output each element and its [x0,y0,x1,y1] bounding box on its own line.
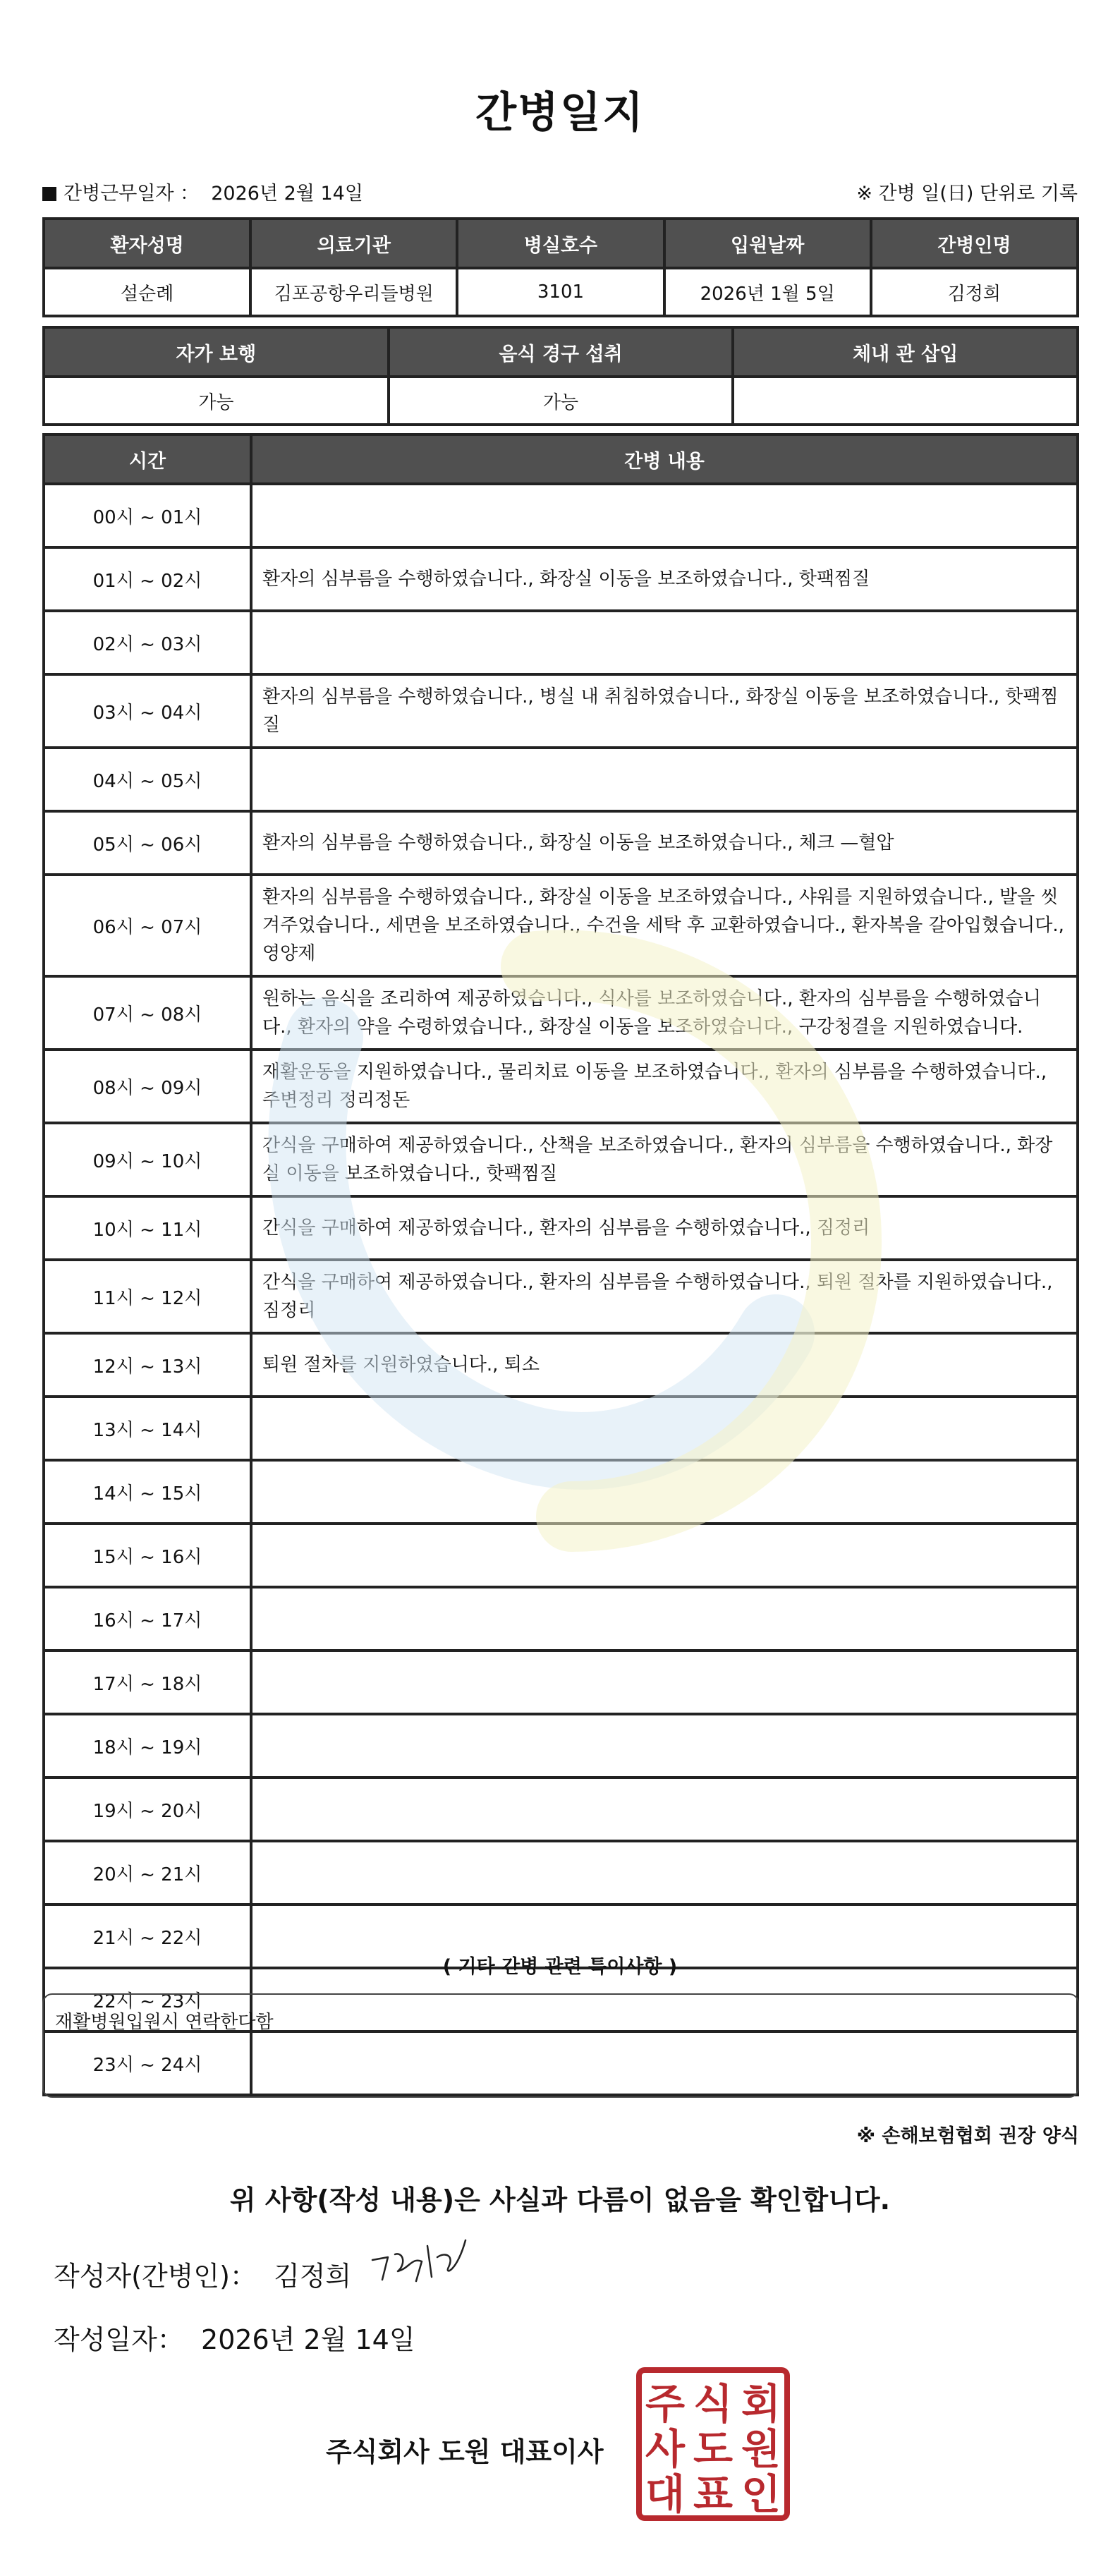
log-time: 03시 ~ 04시 [44,674,251,748]
admission-date: 2026년 1월 5일 [664,268,871,316]
hourly-log-table [42,433,1079,2096]
log-row [44,976,1078,1050]
writer-line [54,2254,351,2293]
tube-insertion-value [733,377,1078,425]
log-time: 22시 ~ 23시 [44,1968,251,2031]
written-date-label: 작성일자： [54,2324,184,2355]
log-row [44,1460,1078,1524]
log-time: 19시 ~ 20시 [44,1778,251,1841]
log-content: 퇴원 절차를 지원하였습니다., 퇴소 [251,1333,1078,1397]
header-caregiver: 간병인명 [871,219,1078,268]
log-time: 16시 ~ 17시 [44,1587,251,1651]
work-date-line [42,178,363,205]
svg-text:도: 도 [693,2425,734,2473]
log-body [44,484,1078,2095]
patient-info-table [42,217,1079,317]
special-notes-box: 재활병원입원시 연락한다함 [42,1993,1079,2098]
log-row [44,1651,1078,1714]
log-content [251,1841,1078,1904]
written-date-value: 2026년 2월 14일 [201,2324,415,2355]
log-content [251,1651,1078,1714]
log-content: 재활운동을 지원하였습니다., 물리치료 이동을 보조하였습니다., 환자의 심부름을 수행하였습니다., 주변정리 정리정돈 [251,1050,1078,1123]
svg-text:표: 표 [693,2470,734,2518]
header-oral-intake: 음식 경구 섭취 [389,327,734,377]
header-self-walking: 자가 보행 [44,327,389,377]
ability-header-row [44,327,1078,377]
log-row [44,1333,1078,1397]
log-row [44,1123,1078,1196]
header-care-content: 간병 내용 [251,435,1078,484]
log-content: 원하는 음식을 조리하여 제공하였습니다., 식사를 보조하였습니다., 환자의 심부름을 수행하였습니다., 환자의 약을 수령하였습니다., 화장실 이동을 보조하였습니다., 구강청결을 지원하였습니다. [251,976,1078,1050]
log-row [44,1196,1078,1260]
svg-text:회: 회 [741,2380,781,2428]
log-content: 환자의 심부름을 수행하였습니다., 병실 내 취침하였습니다., 화장실 이동을 보조하였습니다., 핫팩찜질 [251,674,1078,748]
oral-intake-value: 가능 [389,377,734,425]
header-tube-insertion: 체내 관 삽입 [733,327,1078,377]
work-date-label: 간병근무일자 ： [63,183,200,205]
log-time: 06시 ~ 07시 [44,875,251,976]
header-time: 시간 [44,435,251,484]
log-time: 04시 ~ 05시 [44,748,251,811]
unit-note: ※ 간병 일(日) 단위로 기록 [856,183,1078,205]
patient-name: 설순례 [44,268,250,316]
work-date-value: 2026년 2월 14일 [211,183,363,205]
log-time: 21시 ~ 22시 [44,1904,251,1968]
log-content: 환자의 심부름을 수행하였습니다., 화장실 이동을 보조하였습니다., 체크 —혈압 [251,811,1078,875]
black-square-icon [42,187,56,201]
writer-label: 작성자(간병인)： [54,2261,257,2292]
log-time: 13시 ~ 14시 [44,1397,251,1460]
patient-info-value-row [44,268,1078,316]
written-date-line [54,2318,415,2357]
log-time: 15시 ~ 16시 [44,1524,251,1587]
log-time: 08시 ~ 09시 [44,1050,251,1123]
log-content [251,1397,1078,1460]
log-time: 17시 ~ 18시 [44,1651,251,1714]
log-row [44,547,1078,611]
log-time: 18시 ~ 19시 [44,1714,251,1778]
page-title: 간병일지 [475,88,645,138]
log-row [44,1778,1078,1841]
confirmation-statement: 위 사항(작성 내용)은 사실과 다름이 없음을 확인합니다. [229,2185,891,2216]
log-time: 02시 ~ 03시 [44,611,251,674]
log-time: 12시 ~ 13시 [44,1333,251,1397]
log-content: 환자의 심부름을 수행하였습니다., 화장실 이동을 보조하였습니다., 핫팩찜질 [251,547,1078,611]
log-content [251,1778,1078,1841]
header-admission-date: 입원날짜 [664,219,871,268]
log-time: 14시 ~ 15시 [44,1460,251,1524]
log-content: 간식을 구매하여 제공하였습니다., 환자의 심부름을 수행하였습니다., 짐정리 [251,1196,1078,1260]
recommend-note: ※ 손해보험협회 권장 양식 [856,2125,1079,2147]
log-content [251,748,1078,811]
log-row [44,611,1078,674]
log-content [251,484,1078,547]
log-row [44,1260,1078,1333]
header-patient-name: 환자성명 [44,219,250,268]
log-content [251,1460,1078,1524]
log-content [251,1587,1078,1651]
log-content: 환자의 심부름을 수행하였습니다., 화장실 이동을 보조하였습니다., 샤워를 지원하였습니다., 발을 씻겨주었습니다., 세면을 보조하였습니다., 수건을 세탁 후 교환하였습니다., 환자복을 갈아입혔습니다., 영양제 [251,875,1078,976]
company-representative: 주식회사 도원 대표이사 [326,2436,604,2467]
log-time: 10시 ~ 11시 [44,1196,251,1260]
log-time: 23시 ~ 24시 [44,2031,251,2095]
header-room: 병실호수 [457,219,664,268]
ability-value-row [44,377,1078,425]
log-content [251,1714,1078,1778]
room-number: 3101 [457,268,664,316]
log-row [44,674,1078,748]
log-row [44,1587,1078,1651]
self-walking-value: 가능 [44,377,389,425]
patient-info-header-row [44,219,1078,268]
hospital-name: 김포공항우리들병원 [250,268,457,316]
header-hospital: 의료기관 [250,219,457,268]
log-content: 간식을 구매하여 제공하였습니다., 산책을 보조하였습니다., 환자의 심부름을 수행하였습니다., 화장실 이동을 보조하였습니다., 핫팩찜질 [251,1123,1078,1196]
caregiver-name: 김정희 [871,268,1078,316]
log-row [44,875,1078,976]
handwritten-signature [367,2236,473,2292]
svg-text:주: 주 [645,2380,686,2428]
log-content: 간식을 구매하여 제공하였습니다., 환자의 심부름을 수행하였습니다., 퇴원 절차를 지원하였습니다., 짐정리 [251,1260,1078,1333]
svg-text:대: 대 [645,2470,686,2518]
log-time: 09시 ~ 10시 [44,1123,251,1196]
special-notes-title: ( 기타 간병 관련 특이사항 ) [442,1956,678,1978]
writer-name: 김정희 [274,2261,352,2292]
patient-ability-table [42,326,1079,426]
log-time: 20시 ~ 21시 [44,1841,251,1904]
log-row [44,1050,1078,1123]
log-row [44,748,1078,811]
log-row [44,1397,1078,1460]
log-time: 07시 ~ 08시 [44,976,251,1050]
svg-text:인: 인 [741,2470,781,2518]
svg-text:원: 원 [741,2425,781,2473]
log-time: 00시 ~ 01시 [44,484,251,547]
log-time: 01시 ~ 02시 [44,547,251,611]
log-row [44,1524,1078,1587]
log-time: 05시 ~ 06시 [44,811,251,875]
log-time: 11시 ~ 12시 [44,1260,251,1333]
log-content [251,1524,1078,1587]
log-header-row [44,435,1078,484]
log-row [44,1841,1078,1904]
log-content [251,611,1078,674]
log-row [44,811,1078,875]
svg-text:사: 사 [645,2425,686,2473]
company-seal-stamp [635,2366,791,2522]
svg-text:식: 식 [693,2380,734,2428]
log-row [44,484,1078,547]
log-row [44,1714,1078,1778]
